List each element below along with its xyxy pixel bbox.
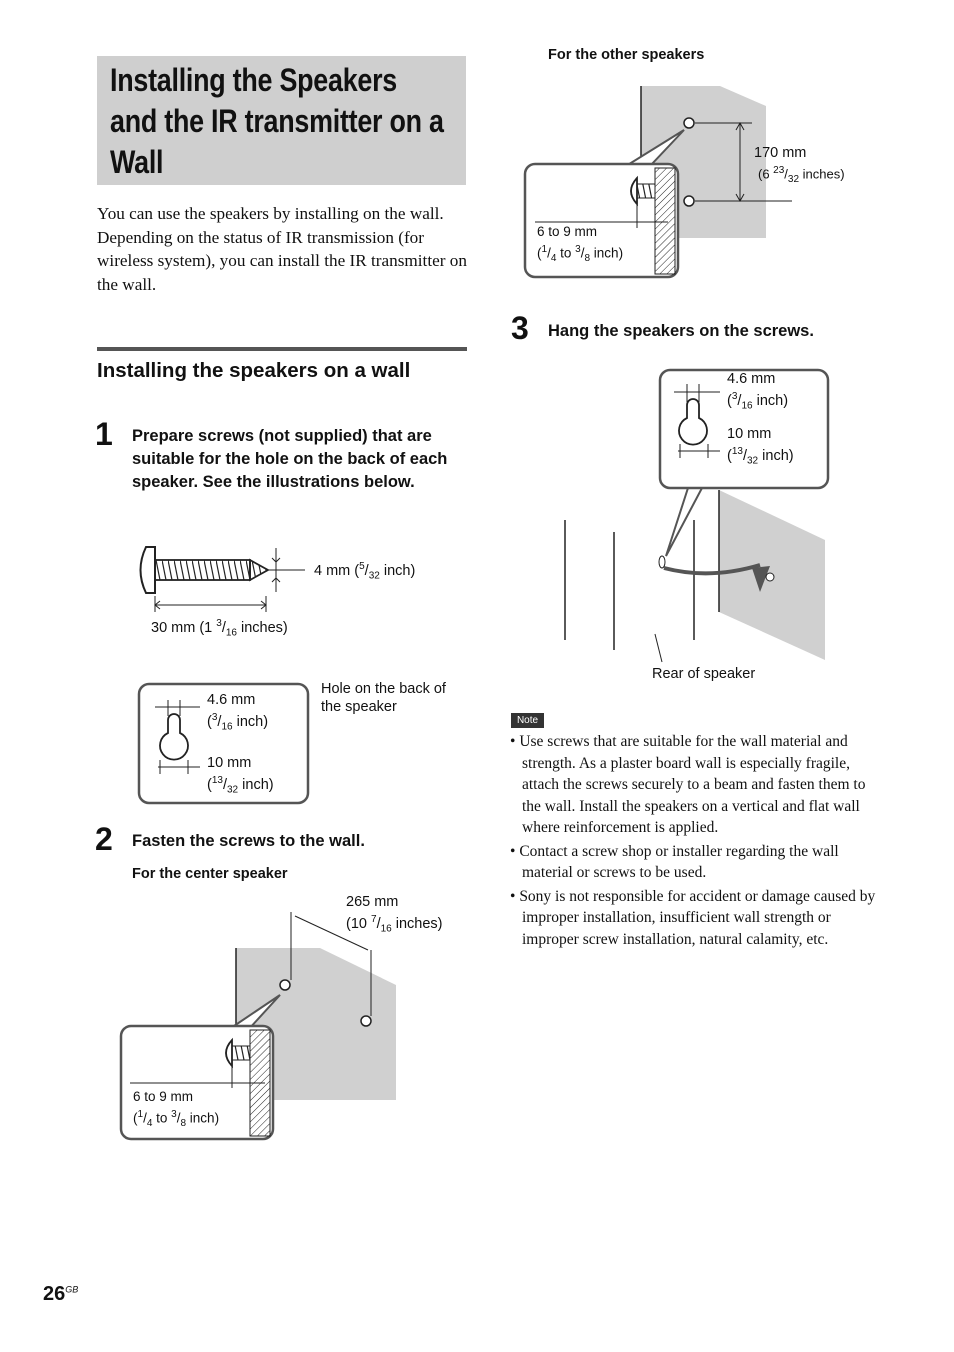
note-item: • Contact a screw shop or installer regarding the wall material or screws to be used. (510, 842, 839, 881)
step-number: 3 (511, 310, 529, 346)
title-line: Installing the Speakers (110, 62, 398, 98)
note-list (510, 731, 886, 952)
hole-width-label: 4.6 mm ($^3/_{16}$ inch) (207, 692, 269, 733)
intro-paragraph: Depending on the status of IR transmission (for wireless system), you can install the IR transmitter on the wall. (97, 227, 467, 294)
note-badge: Note (511, 713, 544, 728)
screw-diameter-label: 4 mm ($^5/_{32}$ inch) (314, 561, 416, 582)
step-number: 2 (95, 821, 113, 857)
note-item: • Use screws that are suitable for the wall material and strength. As a plaster board wall is especially fragile, attach the screws securely to a beam and fasten them to the wall. Install the speakers on a vertical and flat wall where reinforcement is applied. (510, 733, 866, 836)
center-gap-label: 6 to 9 mm ($^1/_4$ to $^3/_8$ inch) (133, 1089, 220, 1130)
title-line: Wall (110, 144, 164, 180)
screw-length-label: 30 mm (1 $^3/_{16}$ inches) (151, 618, 288, 639)
step-text: Prepare screws (not supplied) that are suitable for the hole on the back of each speaker. See the illustrations below. (132, 427, 448, 491)
intro-paragraph: You can use the speakers by installing on the wall. (97, 204, 444, 223)
other-speakers-subheading: For the other speakers (548, 47, 705, 63)
rear-of-speaker-label: Rear of speaker (652, 666, 756, 682)
section-heading: Installing the speakers on a wall (97, 359, 411, 382)
note-item: • Sony is not responsible for accident or damage caused by improper installation, insufficient wall strength or improper screw installation, natural calamity, etc. (510, 887, 876, 948)
step-text: Fasten the screws to the wall. (132, 832, 365, 850)
hole-height-label: 10 mm ($^{13}/_{32}$ inch) (207, 755, 274, 796)
hang-height-label: 10 mm ($^{13}/_{32}$ inch) (727, 426, 794, 467)
step-text: Hang the speakers on the screws. (548, 322, 814, 340)
page-number: $26^{GB}$ (43, 1283, 79, 1305)
other-span-label: 170 mm (6 $^{23}/_{32}$ inches) (754, 145, 845, 185)
other-gap-label: 6 to 9 mm ($^1/_4$ to $^3/_8$ inch) (537, 224, 624, 265)
hole-caption: Hole on the back of the speaker (321, 681, 446, 715)
center-span-label: 265 mm (10 $^7/_{16}$ inches) (346, 894, 443, 935)
screw-illustration (141, 547, 306, 612)
title-line: and the IR transmitter on a (110, 103, 444, 139)
center-speaker-subheading: For the center speaker (132, 866, 288, 882)
hang-speakers-diagram (565, 370, 828, 662)
hang-width-label: 4.6 mm ($^3/_{16}$ inch) (727, 371, 789, 412)
step-number: 1 (95, 416, 113, 452)
